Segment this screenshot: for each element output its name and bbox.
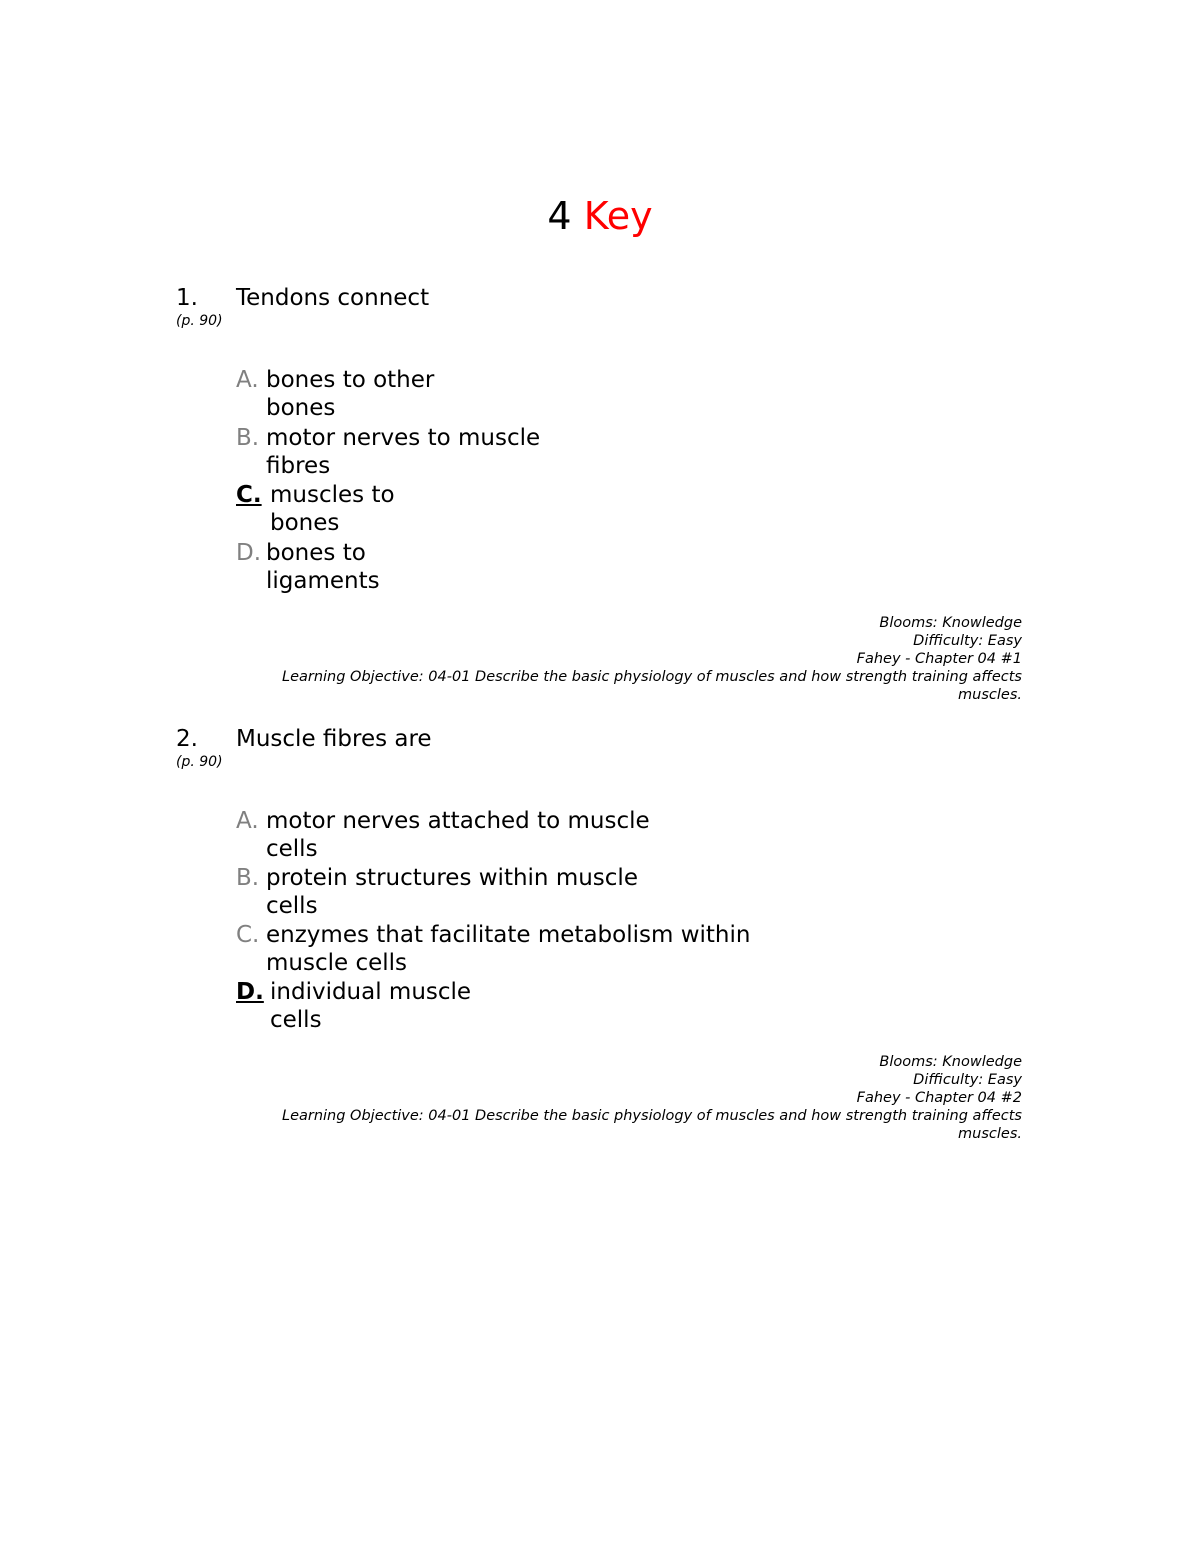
option-text-cont: bones	[270, 510, 340, 536]
option-letter: B.	[236, 425, 260, 451]
learning-objective-cont: muscles.	[958, 687, 1022, 703]
blooms-level: Blooms: Knowledge	[879, 1054, 1022, 1070]
option-text-cont: fibres	[266, 453, 331, 479]
option-a	[236, 807, 650, 863]
key-label: Key	[583, 194, 653, 238]
source-reference: Fahey - Chapter 04 #2	[856, 1090, 1022, 1106]
option-d-correct	[236, 978, 471, 1034]
option-text-cont: cells	[266, 836, 318, 862]
option-text: motor nerves attached to muscle	[266, 808, 650, 834]
option-d	[236, 539, 380, 595]
option-letter: A.	[236, 808, 259, 834]
learning-objective: Learning Objective: 04-01 Describe the basic physiology of muscles and how strength training affects	[281, 669, 1022, 685]
option-letter-correct: D.	[236, 979, 264, 1005]
option-letter: C.	[236, 922, 260, 948]
question-text: Muscle fibres are	[236, 726, 432, 752]
question-number: 2.	[176, 726, 198, 752]
question-number: 1.	[176, 285, 198, 311]
option-letter: A.	[236, 367, 259, 393]
source-reference: Fahey - Chapter 04 #1	[856, 651, 1022, 667]
option-letter-correct: C.	[236, 482, 262, 508]
option-text: individual muscle	[270, 979, 472, 1005]
page-reference: (p. 90)	[176, 754, 223, 770]
option-a	[236, 366, 434, 422]
option-letter: D.	[236, 540, 262, 566]
page-title	[0, 192, 1200, 240]
option-text: protein structures within muscle	[266, 865, 638, 891]
difficulty: Difficulty: Easy	[913, 1072, 1022, 1088]
option-text-cont: bones	[266, 395, 336, 421]
learning-objective-cont: muscles.	[958, 1126, 1022, 1142]
option-text-cont: cells	[266, 893, 318, 919]
option-text-cont: cells	[270, 1007, 322, 1033]
question-text: Tendons connect	[236, 285, 430, 311]
learning-objective: Learning Objective: 04-01 Describe the basic physiology of muscles and how strength training affects	[281, 1108, 1022, 1124]
chapter-number: 4	[547, 194, 572, 238]
page-reference: (p. 90)	[176, 313, 223, 329]
option-text: bones to	[266, 540, 366, 566]
question-metadata	[202, 1053, 1022, 1143]
option-text-cont: muscle cells	[266, 950, 408, 976]
option-b	[236, 424, 540, 480]
option-c	[236, 921, 750, 977]
option-text: enzymes that facilitate metabolism within	[266, 922, 751, 948]
option-text: motor nerves to muscle	[266, 425, 541, 451]
option-b	[236, 864, 638, 920]
question-metadata	[202, 614, 1022, 704]
option-text: bones to other	[266, 367, 435, 393]
option-text-cont: ligaments	[266, 568, 380, 594]
option-text: muscles to	[270, 482, 395, 508]
difficulty: Difficulty: Easy	[913, 633, 1022, 649]
option-letter: B.	[236, 865, 260, 891]
option-c-correct	[236, 481, 395, 537]
blooms-level: Blooms: Knowledge	[879, 615, 1022, 631]
